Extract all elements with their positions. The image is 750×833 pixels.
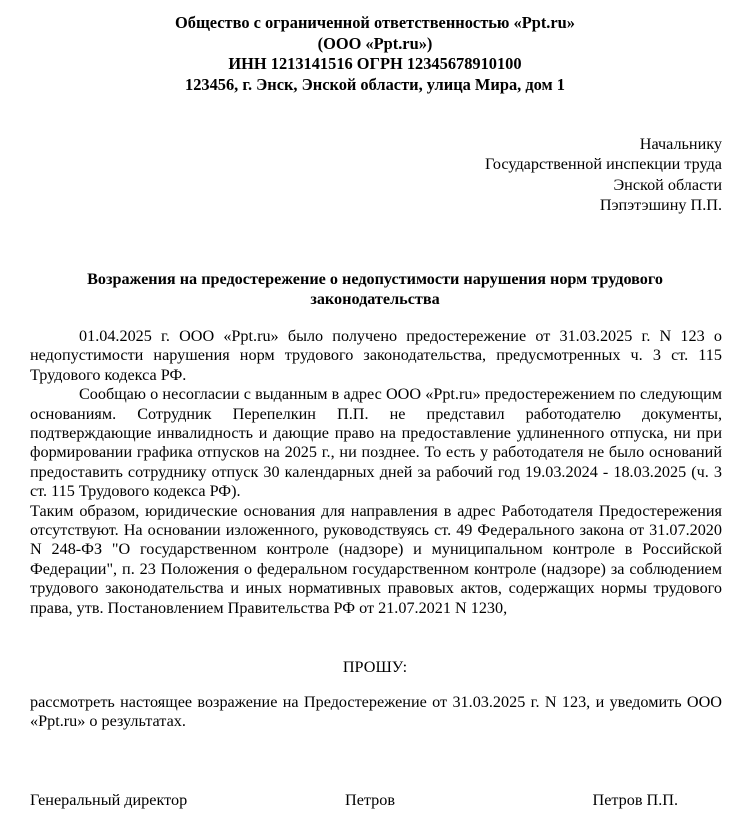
addressee-block (485, 134, 722, 215)
addressee-position: Начальнику (639, 135, 722, 153)
signature-sign: Петров (345, 791, 395, 809)
addressee-region: Энской области (613, 175, 722, 194)
body-paragraph-3: Таким образом, юридические основания для направления в адрес Работодателя Предостережения отсутствуют. На основании изложенного, руководствуясь ст. 49 Федерального закона от 31.07.2020 N 248-ФЗ "О государственном контроле (надзоре) и муниципальном контроле в Российской Федерации", п. 23 Положения о федеральном государственном контроле (надзоре) за соблюдением трудового законодательства и иных нормативных правовых актов, содержащих нормы трудового права, утв. Постановлением Правительства РФ от 21.07.2021 N 1230, (30, 501, 722, 617)
document-title-line2: законодательства (310, 289, 440, 308)
company-header (0, 13, 750, 95)
company-tax-ids: ИНН 1213141516 ОГРН 12345678910100 (228, 54, 522, 74)
document-title-line1: Возражения на предостережение о недопустимости нарушения норм трудового (87, 270, 663, 288)
request-text: рассмотреть настоящее возражение на Предостережение от 31.03.2025 г. N 123, и уведомить ООО «Ppt.ru» о результатах. (30, 693, 722, 731)
signature-role: Генеральный директор (30, 791, 188, 809)
body-paragraph-2: Сообщаю о несогласии с выданным в адрес ООО «Ppt.ru» предостережением по следующим основаниям. Сотрудник Перепелкин П.П. не представил работодателю документы, подтверждающие инвалидность и дающие право на предоставление удлиненного отпуска, ни при формировании графика отпусков на 2025 г., ни позднее. То есть у работодателя не было оснований предоставить сотруднику отпуск 30 календарных дней за рабочий год 19.03.2024 - 18.03.2025 (ч. 3 ст. 115 Трудового кодекса РФ). (30, 385, 722, 501)
addressee-name: Пэпэтэшину П.П. (599, 195, 722, 214)
company-name: Общество с ограниченной ответственностью «Ppt.ru» (175, 13, 575, 32)
addressee-organization: Государственной инспекции труда (484, 155, 722, 174)
document-body (30, 327, 722, 618)
request-heading: ПРОШУ: (342, 658, 408, 676)
company-address: 123456, г. Энск, Энской области, улица Мира, дом 1 (185, 74, 565, 94)
body-paragraph-1: 01.04.2025 г. ООО «Ppt.ru» было получено предостережение от 31.03.2025 г. N 123 о недопустимости нарушения норм трудового законодательства, предусмотренных ч. 3 ст. 115 Трудового кодекса РФ. (30, 327, 722, 384)
document-title (0, 270, 750, 309)
signature-name: Петров П.П. (592, 791, 678, 809)
company-short-name: (ООО «Ppt.ru») (317, 33, 433, 53)
